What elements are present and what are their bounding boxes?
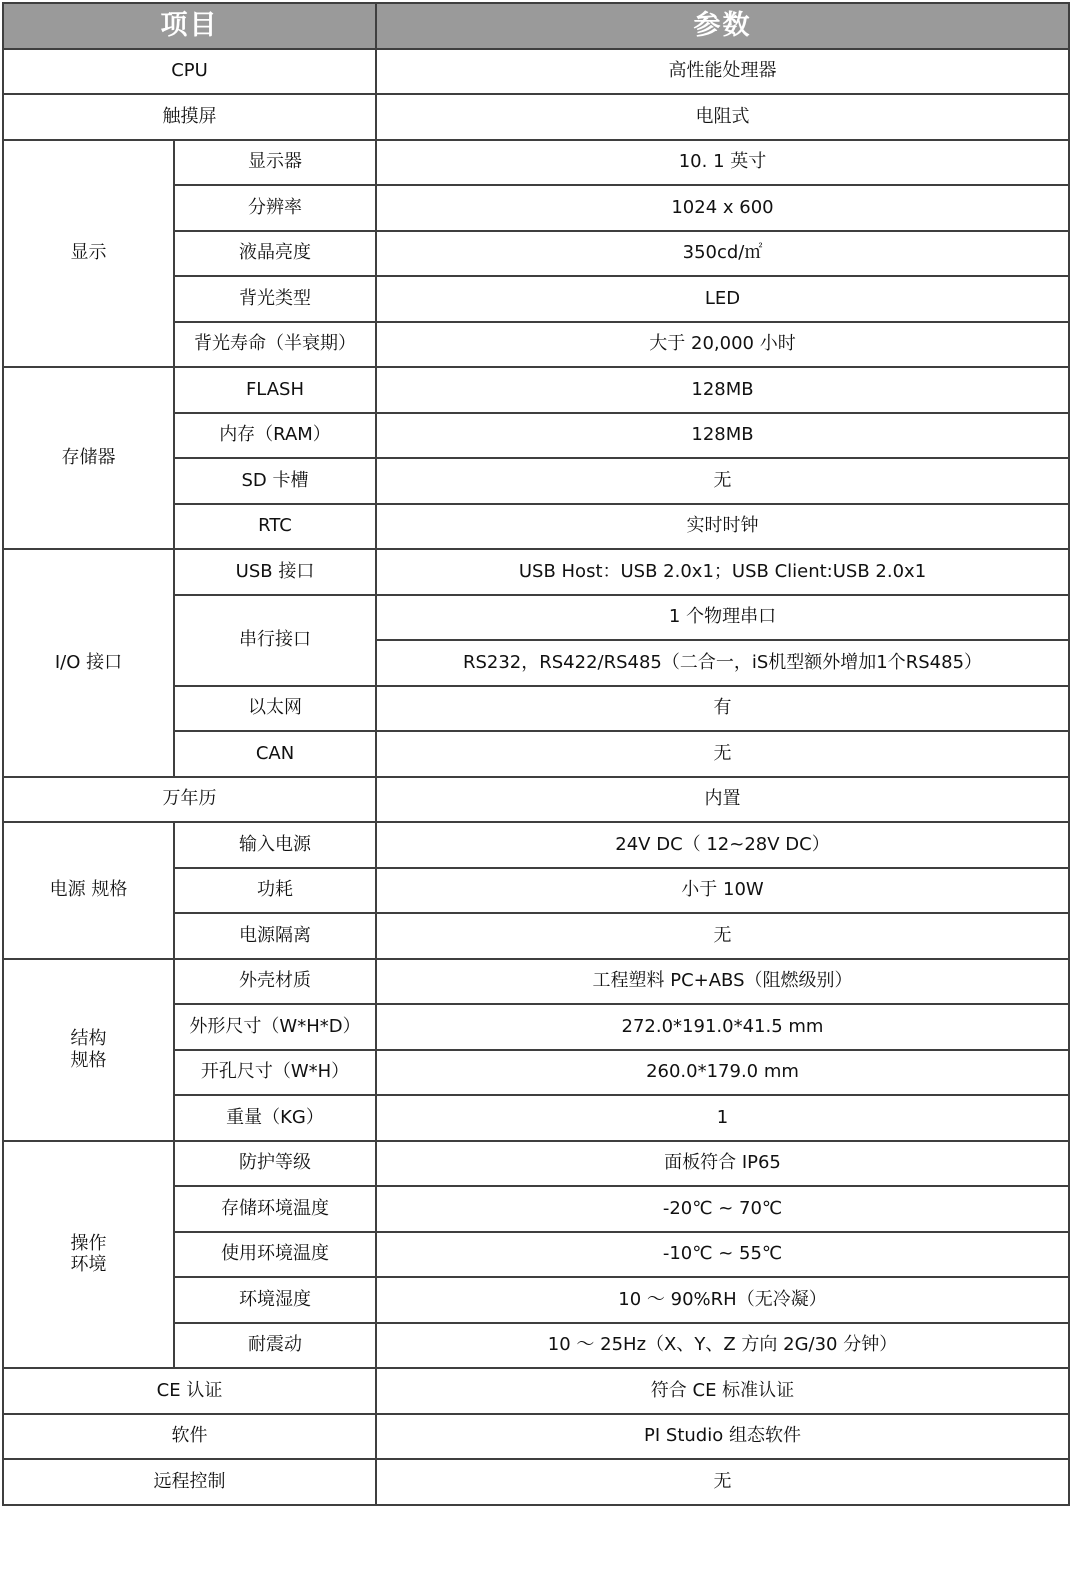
row-label: CE 认证 (3, 1368, 376, 1414)
row-label: 以太网 (174, 686, 376, 732)
table-row (3, 1459, 1069, 1505)
row-label: 背光寿命（半衰期） (174, 322, 376, 368)
row-value: 10 ～ 25Hz（X、Y、Z 方向 2G/30 分钟） (376, 1323, 1069, 1369)
header-param: 参数 (376, 3, 1069, 49)
table-row (3, 1368, 1069, 1414)
row-value: 高性能处理器 (376, 49, 1069, 95)
table-row (3, 959, 1069, 1005)
row-value: 工程塑料 PC+ABS（阻燃级别） (376, 959, 1069, 1005)
group-label-line: 操作 (70, 1232, 107, 1254)
row-value: 面板符合 IP65 (376, 1141, 1069, 1187)
row-value: 无 (376, 1459, 1069, 1505)
group-label-line: 结构 (70, 1027, 107, 1049)
row-label: 使用环境温度 (174, 1232, 376, 1278)
row-label: 重量（KG） (174, 1095, 376, 1141)
row-value: 128MB (376, 413, 1069, 459)
row-value: 260.0*179.0 mm (376, 1050, 1069, 1096)
row-label: 串行接口 (174, 595, 376, 686)
row-label: 环境湿度 (174, 1277, 376, 1323)
row-label: CPU (3, 49, 376, 95)
table-row (3, 1141, 1069, 1187)
row-value: 1024 x 600 (376, 185, 1069, 231)
row-label: 软件 (3, 1414, 376, 1460)
table-row (3, 49, 1069, 95)
row-label: FLASH (174, 367, 376, 413)
row-label: 背光类型 (174, 276, 376, 322)
table-row (3, 822, 1069, 868)
row-label: SD 卡槽 (174, 458, 376, 504)
table-row (3, 549, 1069, 595)
row-value: 大于 20,000 小时 (376, 322, 1069, 368)
table-row (3, 1414, 1069, 1460)
header-item: 项目 (3, 3, 376, 49)
group-label-line: 环境 (70, 1254, 107, 1276)
table-header-row (3, 3, 1069, 49)
table-row (3, 140, 1069, 186)
row-value: 无 (376, 913, 1069, 959)
row-value: 无 (376, 731, 1069, 777)
group-label-structure (3, 959, 174, 1141)
spec-table (2, 2, 1070, 1506)
row-value: 1 个物理串口 (376, 595, 1069, 641)
row-value: 小于 10W (376, 868, 1069, 914)
row-value: LED (376, 276, 1069, 322)
row-value: USB Host：USB 2.0x1；USB Client:USB 2.0x1 (376, 549, 1069, 595)
table-row (3, 94, 1069, 140)
row-label: 耐震动 (174, 1323, 376, 1369)
row-value: 内置 (376, 777, 1069, 823)
row-value: 24V DC（ 12~28V DC） (376, 822, 1069, 868)
row-value: 符合 CE 标准认证 (376, 1368, 1069, 1414)
row-label: 开孔尺寸（W*H） (174, 1050, 376, 1096)
table-row (3, 367, 1069, 413)
row-label: 分辨率 (174, 185, 376, 231)
row-value: 10 ～ 90%RH（无冷凝） (376, 1277, 1069, 1323)
row-label: USB 接口 (174, 549, 376, 595)
row-label: 万年历 (3, 777, 376, 823)
row-value: 128MB (376, 367, 1069, 413)
row-label: RTC (174, 504, 376, 550)
row-label: 远程控制 (3, 1459, 376, 1505)
row-label: 显示器 (174, 140, 376, 186)
row-value: RS232，RS422/RS485（二合一，iS机型额外增加1个RS485） (376, 640, 1069, 686)
row-value: 10. 1 英寸 (376, 140, 1069, 186)
row-label: CAN (174, 731, 376, 777)
row-value: PI Studio 组态软件 (376, 1414, 1069, 1460)
row-value: -10℃ ~ 55℃ (376, 1232, 1069, 1278)
row-value: 实时时钟 (376, 504, 1069, 550)
row-value: 350cd/㎡ (376, 231, 1069, 277)
row-label: 内存（RAM） (174, 413, 376, 459)
group-label-power: 电源 规格 (3, 822, 174, 959)
row-value: 1 (376, 1095, 1069, 1141)
table-row (3, 777, 1069, 823)
row-value: 无 (376, 458, 1069, 504)
group-label-display: 显示 (3, 140, 174, 368)
row-label: 功耗 (174, 868, 376, 914)
group-label-io: I/O 接口 (3, 549, 174, 777)
row-label: 防护等级 (174, 1141, 376, 1187)
row-label: 外壳材质 (174, 959, 376, 1005)
row-label: 输入电源 (174, 822, 376, 868)
row-label: 触摸屏 (3, 94, 376, 140)
group-label-line: 规格 (70, 1049, 107, 1071)
row-value: 有 (376, 686, 1069, 732)
row-value: 电阻式 (376, 94, 1069, 140)
row-label: 存储环境温度 (174, 1186, 376, 1232)
row-value: -20℃ ~ 70℃ (376, 1186, 1069, 1232)
row-value: 272.0*191.0*41.5 mm (376, 1004, 1069, 1050)
group-label-storage: 存储器 (3, 367, 174, 549)
row-label: 液晶亮度 (174, 231, 376, 277)
row-label: 外形尺寸（W*H*D） (174, 1004, 376, 1050)
row-label: 电源隔离 (174, 913, 376, 959)
group-label-environment (3, 1141, 174, 1369)
